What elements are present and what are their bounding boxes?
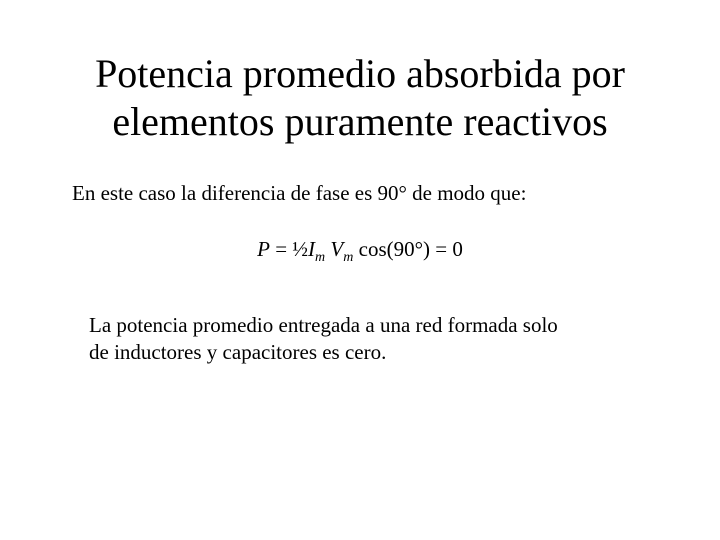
- formula-i: I: [308, 237, 316, 261]
- intro-text: En este caso la diferencia de fase es 90° de modo que:: [72, 181, 527, 205]
- title-line-1: Potencia promedio absorbida por: [95, 51, 625, 96]
- title-line-2: elementos puramente reactivos: [112, 99, 608, 144]
- conclusion-line-1: La potencia promedio entregada a una red formada solo: [89, 313, 558, 337]
- formula-equals-half: = ½: [269, 237, 309, 261]
- conclusion-line-2: de inductores y capacitores es cero.: [89, 340, 387, 364]
- formula-i-subscript: m: [315, 250, 326, 265]
- formula-cos-term: cos(90°) = 0: [353, 237, 463, 261]
- formula-p: P: [257, 237, 270, 261]
- power-formula: [0, 234, 720, 264]
- formula-v: V: [330, 237, 344, 261]
- formula-v-subscript: m: [343, 250, 354, 265]
- conclusion-text: [89, 312, 649, 366]
- slide-title: [40, 50, 680, 146]
